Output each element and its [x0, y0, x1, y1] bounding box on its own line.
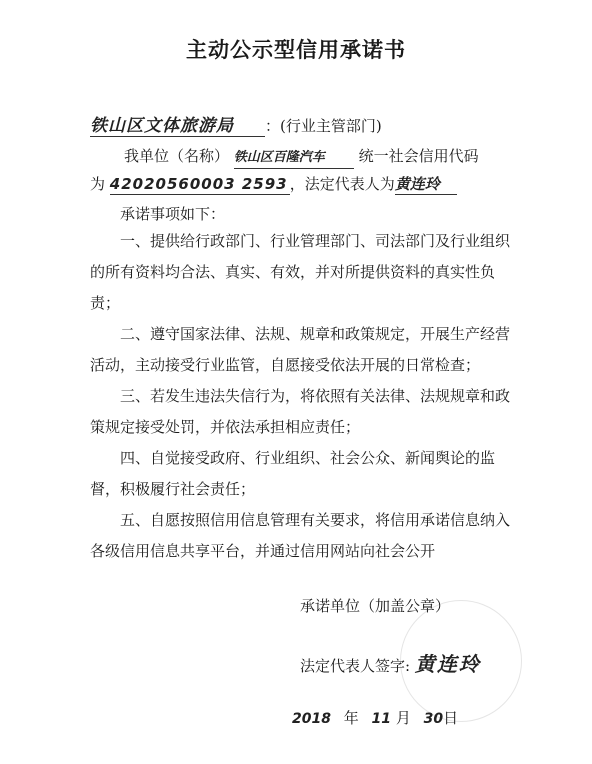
- credit-code-blank: [110, 174, 290, 195]
- signature-label: 法定代表人签字:: [300, 657, 411, 675]
- date-year: 2018: [292, 711, 331, 727]
- company-handwriting: 铁山区百隆汽车: [233, 150, 325, 165]
- rep-handwriting: 黄连玲: [394, 175, 440, 193]
- commit-item-1: 一、提供给行政部门、行业管理部门、司法部门及行业组织的所有资料均合法、真实、有效，并对所提供资料的真实性负责；: [90, 232, 511, 312]
- credit-line: [90, 174, 457, 195]
- recipient-handwriting: 铁山区文体旅游局: [90, 116, 234, 136]
- date-month: 11: [371, 711, 392, 727]
- company-line: [124, 146, 479, 169]
- unit-stamp-label: 承诺单位（加盖公章）: [300, 597, 451, 615]
- commit-items: [90, 226, 520, 567]
- commit-intro: 承诺事项如下：: [120, 205, 226, 223]
- company-blank: [234, 146, 354, 169]
- date-line: [292, 708, 458, 729]
- commit-item-4: 四、自觉接受政府、行业组织、社会公众、新闻舆论的监督，积极履行社会责任；: [90, 449, 496, 498]
- recipient-blank: [90, 116, 265, 137]
- rep-prefix: ，法定代表人为: [289, 175, 395, 193]
- credit-code-handwriting: 42020560003 2593: [109, 175, 288, 193]
- date-month-unit: 月: [395, 709, 411, 727]
- date-day-unit: 日: [443, 709, 459, 727]
- signature-handwriting: 黄连玲: [414, 652, 481, 676]
- recipient-suffix: ：(行业主管部门: [265, 117, 376, 135]
- recipient-line: 铁山区文体旅游局 ：(行业主管部门): [90, 116, 382, 136]
- date-day: 30: [423, 711, 444, 727]
- date-year-unit: 年: [343, 709, 359, 727]
- page-title: 主动公示型信用承诺书: [186, 38, 406, 62]
- signature-line: [300, 654, 481, 676]
- credit-prefix: 为: [90, 175, 106, 193]
- commit-item-2: 二、遵守国家法律、法规、规章和政策规定，开展生产经营活动，主动接受行业监管，自愿接受依法开展的日常检查；: [90, 325, 511, 374]
- commit-item-3: 三、若发生违法失信行为，将依照有关法律、法规规章和政策规定接受处罚，并依法承担相应责任；: [90, 387, 511, 436]
- rep-blank: [395, 174, 457, 195]
- company-prefix: 我单位（名称）: [124, 147, 230, 165]
- company-suffix: 统一社会信用代码: [358, 147, 479, 165]
- commit-item-5: 五、自愿按照信用信息管理有关要求，将信用承诺信息纳入各级信用信息共享平台，并通过信用网站向社会公开: [90, 511, 511, 560]
